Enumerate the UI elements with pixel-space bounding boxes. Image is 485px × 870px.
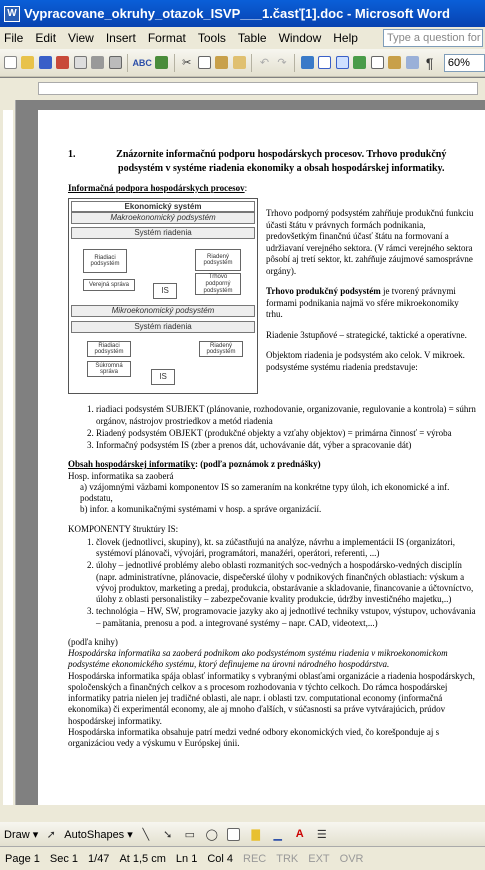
status-at: At 1,5 cm (119, 852, 166, 865)
status-col: Col 4 (207, 852, 234, 865)
format-painter-icon[interactable] (232, 54, 246, 72)
list-item: 1. riadiaci podsystém SUBJEKT (plánovanie, rozhodovanie, organizovanie, regulovanie a kontrola) = súhrn orgánov, nástrojov prostriedkov a metód riadenia (96, 404, 477, 427)
textbox-icon[interactable] (225, 825, 243, 843)
status-page-count: 1/47 (88, 852, 110, 865)
menu-insert[interactable]: Insert (105, 31, 136, 45)
status-rec[interactable]: REC (243, 852, 267, 865)
spelling-icon[interactable]: ABC (132, 57, 152, 68)
zoom-select[interactable]: 60% (444, 54, 485, 72)
list-item: 3. technológia – HW, SW, programovacie jazyky ako aj jednotlivé techniky vstupov, výstupov, uchovávania – pamätania, prenosu a pod. a integrované systémy – napr. CAD, videotext,...) (96, 606, 477, 629)
diagram-macro-band: Makroekonomický podsystém (71, 212, 255, 224)
help-search-input[interactable]: Type a question for (383, 29, 483, 47)
permission-icon[interactable] (55, 54, 69, 72)
question-heading (68, 148, 477, 175)
diagram-box-riadeny-1: Riadený podsystém (195, 249, 241, 271)
list-item: 2. úlohy – jednotlivé problémy alebo oblasti rozmanitých soc-vedných a hospodársko-vedných disciplín (napr. administratívne, plánovacie, dispečerské úlohy v podnikových finančných oblastiach: výskum a vývoj produktov, marketing a predaj, produkcia, obstarávanie a skladovanie, financovanie a účtovníctvo, úlohy z oblasti personalistiky – zabezpečovanie kvality produkcie, údržby investičného majetku,..) (96, 560, 477, 605)
menu-bar (0, 27, 485, 49)
diagram-box-trhovo: Trhovo podporný podsystém (195, 273, 241, 295)
new-document-icon[interactable] (3, 54, 17, 72)
status-ovr[interactable]: OVR (339, 852, 364, 865)
diagram-side-text (266, 198, 477, 394)
paste-icon[interactable] (214, 54, 228, 72)
book-paragraph-3: Hospodárska informatika obsahuje patrí medzi vedné odbory ekonomických vied, čo korešponduje aj s organizáciou vedy a výskumu v Európskej únii. (68, 726, 440, 748)
print-preview-icon[interactable] (108, 54, 122, 72)
book-paragraph-2: Hospodárska informatika spája oblasť informatiky s vybranými oblasťami organizácie a riadenia hospodárskych, spoločenských a finančných celkov a s procesom rozhodovania v týchto celkoch. Do rámca hospodárskej informatiky patria nielen jej tradičné oblasti, ale napr. i oblasti tzv. computational economy (informačná ekonomika) či experimentál economy, ale aj mnoho ďalších, v súčasnosti sa práve vytvárajúcich, prúdov hospodárskej informatiky. (68, 670, 475, 726)
fill-color-icon[interactable]: ▇ (251, 828, 260, 841)
section2-title: Obsah hospodárskej informatiky: (podľa poznámok z prednášky) (68, 459, 321, 470)
subsystem-list (96, 404, 477, 451)
list-item: 1. človek (jednotlivci, skupiny), kt. sa zúčastňujú na analýze, návrhu a implementácii IS (organizátori, systémoví plánovači, vývojári, programátori, manažéri, operátori, referenti, ...) (96, 537, 477, 560)
heading-number: 1. (68, 149, 76, 160)
toolbar-separator (127, 54, 128, 72)
standard-toolbar (0, 49, 485, 77)
menu-help[interactable]: Help (333, 31, 358, 45)
tables-borders-icon[interactable] (317, 54, 331, 72)
hosp-item-b: b) infor. a komunikačnými systémami v hosp. a správe organizácií. (80, 504, 322, 515)
menu-table[interactable]: Table (237, 31, 267, 45)
side-paragraph-4: Objektom riadenia je podsystém ako celok. V mikroek. podsystéme systému riadenia predstavuje: (266, 350, 465, 372)
section1-title: Informačná podpora hospodárskych procesov: (68, 183, 248, 193)
rectangle-icon[interactable]: ▭ (184, 828, 195, 841)
list-item: 2. Riadený podsystém OBJEKT (produkčné objekty a vzťahy objektov) = primárna činnosť = výroba (96, 428, 477, 439)
copy-icon[interactable] (197, 54, 211, 72)
insert-table-icon[interactable] (335, 54, 349, 72)
book-paragraph-1: Hospodárska informatika sa zaoberá podnikom ako podsystémom systému riadenia v mikroekonomickom podsystéme ekonomického systému, ktorý definujeme na úrovni národného hospodárstva. (68, 648, 448, 670)
side-paragraph-3: Riadenie 3stupňové – strategické, taktické a operatívne. (266, 329, 467, 340)
heading-text: Znázornite informačnú podporu hospodárskych procesov. Trhovo produkčný podsystém v systéme riadenia ekonomiky a obsah hospodárskej informatiky. (116, 149, 447, 174)
open-folder-icon[interactable] (20, 54, 34, 72)
side-paragraph-2: Trhovo produkčný podsystém je tvorený právnymi formami podnikania najmä vo sfére mikroekonomiky trhu. (266, 286, 459, 320)
book-note: (podľa knihy) (68, 636, 118, 647)
save-icon[interactable] (38, 54, 52, 72)
drawing-icon[interactable] (387, 54, 401, 72)
redo-icon[interactable]: ↷ (277, 57, 287, 69)
diagram-box-sukromna: Súkromná správa (87, 361, 131, 377)
line-color-icon[interactable]: ▁ (273, 828, 282, 841)
toolbar-separator (294, 54, 295, 72)
toolbar-separator (251, 54, 252, 72)
select-objects-icon[interactable]: ➚ (46, 828, 56, 841)
status-trk[interactable]: TRK (276, 852, 299, 865)
status-ext[interactable]: EXT (308, 852, 330, 865)
diagram-box-verejna: Verejná správa (83, 279, 135, 291)
diagram-micro-band: Mikroekonomický podsystém (71, 305, 255, 317)
show-hide-icon[interactable]: ¶ (425, 54, 434, 71)
hosp-intro: Hosp. informatika sa zaoberá (68, 470, 174, 481)
autoshapes-menu[interactable]: AutoShapes ▾ (64, 828, 133, 841)
document-map-icon[interactable] (405, 54, 419, 72)
menu-edit[interactable]: Edit (35, 31, 57, 45)
view-buttons-bar (0, 805, 485, 822)
diagram-box-ridiaci-2: Riadiaci podsystém (87, 341, 131, 357)
window-title: Vypracovane_okruhy_otazok_ISVP___1.časť[1].doc - Microsoft Word (24, 6, 450, 21)
oval-icon[interactable]: ◯ (205, 828, 218, 841)
diagram-box-riadeny-2: Riadený podsystém (199, 341, 243, 357)
menu-window[interactable]: Window (278, 31, 322, 45)
economic-system-diagram[interactable] (68, 198, 258, 394)
horizontal-ruler[interactable] (0, 78, 485, 100)
vertical-ruler[interactable] (0, 100, 16, 820)
status-page: Page 1 (5, 852, 40, 865)
ruler-scale (38, 82, 478, 95)
diagram-box-is-2: IS (151, 369, 175, 385)
draw-menu[interactable]: Draw ▾ (4, 828, 39, 841)
status-line: Ln 1 (175, 852, 198, 865)
hyperlink-icon[interactable] (300, 54, 314, 72)
font-color-icon[interactable]: A (295, 828, 304, 840)
cut-icon[interactable]: ✂ (182, 57, 192, 69)
diagram-section (68, 198, 477, 394)
menu-view[interactable]: View (68, 31, 94, 45)
status-bar (0, 846, 485, 870)
columns-icon[interactable] (370, 54, 384, 72)
list-item: 3. Informačný podsystém IS (zber a prenos dát, uchovávanie dát, výber a spracovanie dát) (96, 440, 477, 451)
diagram-control-band-2: Systém riadenia (71, 321, 255, 333)
document-body[interactable] (38, 110, 485, 749)
diagram-box-ridiaci-1: Riadiaci podsystém (83, 249, 127, 273)
vertical-ruler-scale (3, 110, 13, 810)
menu-format[interactable]: Format (147, 31, 186, 45)
drawing-toolbar (0, 822, 485, 846)
diagram-box-is-1: IS (153, 283, 177, 299)
toolbar-separator (174, 54, 175, 72)
title-bar (0, 0, 485, 27)
status-section: Sec 1 (49, 852, 79, 865)
hosp-item-a: a) vzájomnými väzbami komponentov IS so zameraním na konkrétne typy úloh, ich ekonomické a inf. podstatu, (80, 481, 450, 503)
insert-excel-icon[interactable] (352, 54, 366, 72)
document-page[interactable] (38, 110, 485, 820)
components-title: KOMPONENTY štruktúry IS: (68, 523, 179, 534)
menu-tools[interactable]: Tools (197, 31, 226, 45)
components-list (96, 537, 477, 629)
line-icon[interactable]: ╲ (142, 828, 150, 841)
diagram-title: Ekonomický systém (71, 201, 255, 212)
undo-icon[interactable]: ↶ (259, 57, 270, 69)
research-icon[interactable] (154, 54, 168, 72)
print-icon[interactable] (90, 54, 104, 72)
side-paragraph-1: Trhovo podporný podsystém zahŕňuje produkčnú funkciu účasti štátu v právnych formách podnikania, predovšetkým finančnú účasť štátu na formovaní a udržiavaní verejného sektora. (V rámci verejného sektora pôsobí aj tretí sektor, kt. zahŕňuje záujmové samosprávne orgány). (266, 208, 474, 276)
menu-file[interactable]: File (4, 31, 24, 45)
arrow-icon[interactable]: ➘ (163, 828, 173, 841)
line-style-icon[interactable]: ☰ (316, 828, 327, 841)
email-icon[interactable] (73, 54, 87, 72)
word-app-icon[interactable]: W (4, 6, 20, 22)
diagram-control-band-1: Systém riadenia (71, 227, 255, 239)
